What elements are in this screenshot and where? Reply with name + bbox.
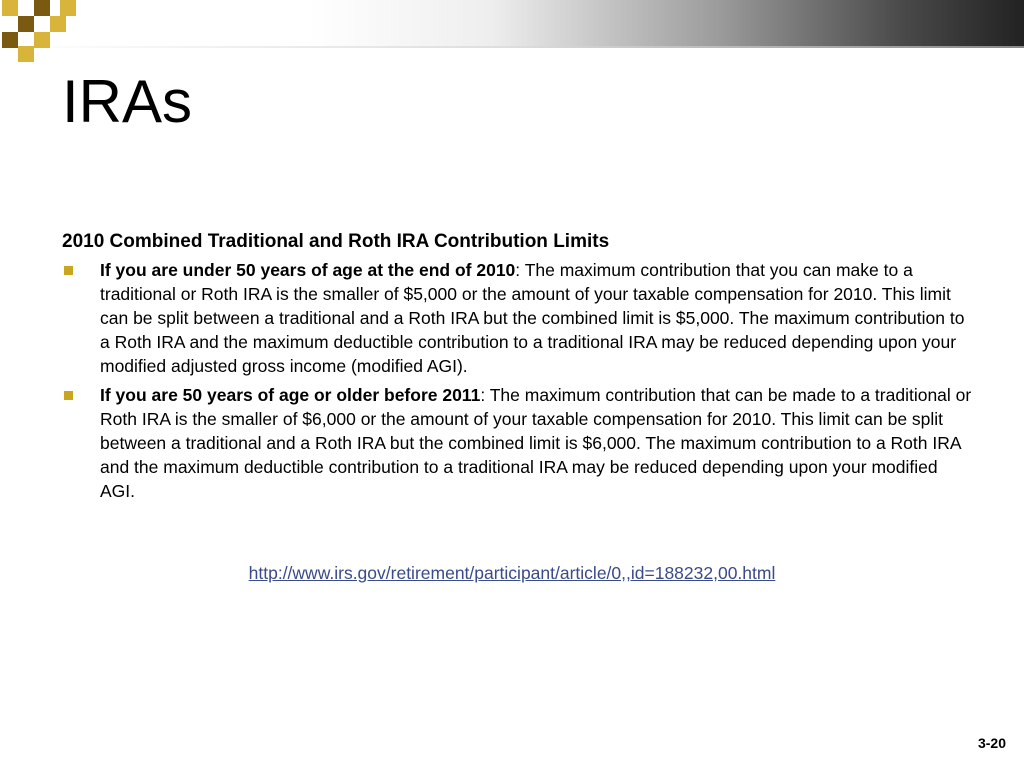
section-heading: 2010 Combined Traditional and Roth IRA Contribution Limits	[62, 231, 610, 252]
bullet-item-50-or-older	[62, 383, 972, 503]
slide-title: IRAs	[62, 68, 193, 135]
bullet-item-under-50	[62, 258, 972, 378]
bullet-text: : The maximum contribution that can be made to a traditional or Roth IRA is the smaller of $6,000 or the amount of your taxable compensation for 2010. This limit can be split between a traditional and a Roth IRA but the combined limit is $6,000. The maximum contribution to a Roth IRA and the maximum deductible contribution to a traditional IRA may be reduced depending upon your modified AGI.	[100, 385, 972, 501]
bullet-lead: If you are under 50 years of age at the end of 2010	[100, 260, 516, 280]
bullet-list	[62, 258, 972, 503]
square-bullet-icon	[64, 266, 73, 275]
slide-body	[62, 228, 972, 508]
square-bullet-icon	[64, 391, 73, 400]
bullet-text: : The maximum contribution that you can make to a traditional or Roth IRA is the smaller of $5,000 or the amount of your taxable compensation for 2010. This limit can be split between a traditional and a Roth IRA but the combined limit is $5,000. The maximum contribution to a Roth IRA and the maximum deductible contribution to a traditional IRA may be reduced depending upon your modified adjusted gross income (modified AGI).	[100, 260, 965, 376]
irs-source-link[interactable]: http://www.irs.gov/retirement/participant/article/0,,id=188232,00.html	[248, 563, 776, 583]
header-divider	[0, 46, 1024, 48]
bullet-lead: If you are 50 years of age or older before 2011	[100, 385, 481, 405]
checkered-squares-icon	[0, 0, 80, 62]
header-band	[0, 0, 1024, 46]
page-number: 3-20	[977, 735, 1006, 751]
